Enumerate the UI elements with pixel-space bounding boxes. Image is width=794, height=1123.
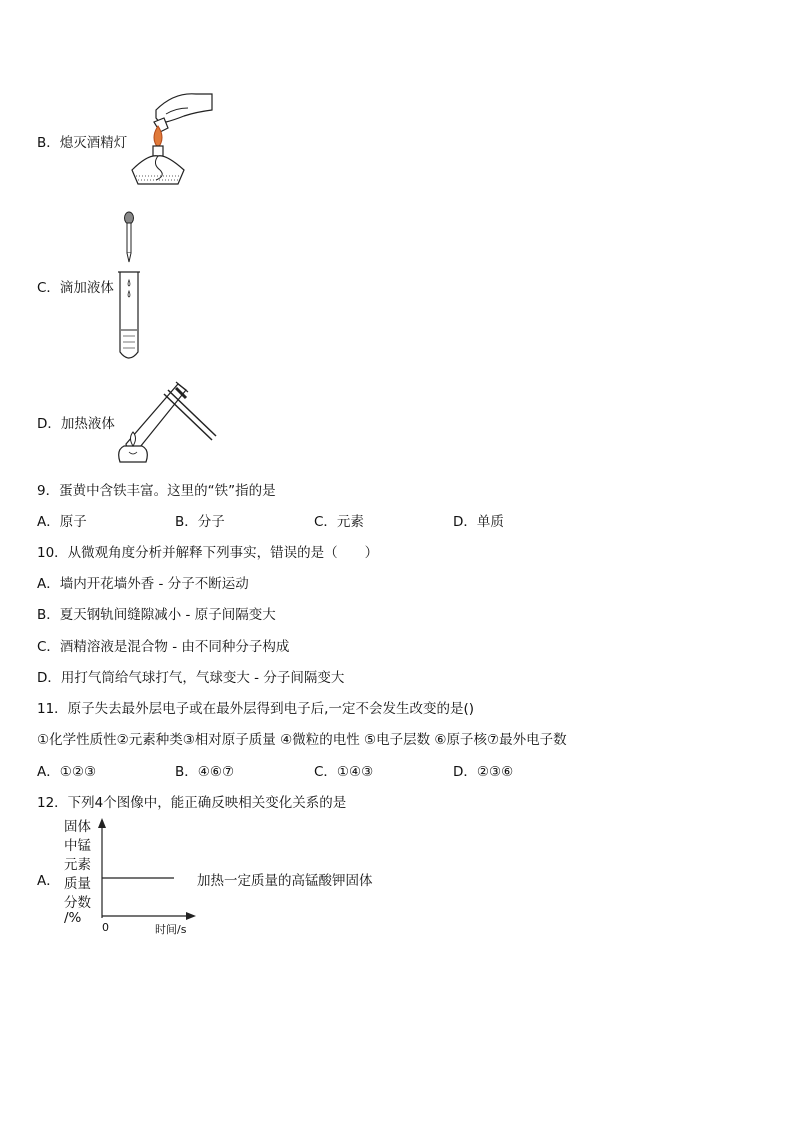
chart-origin-label: 0 (102, 921, 109, 934)
chart-y-arrow (98, 818, 106, 828)
q12-stem: 12．下列4个图像中，能正确反映相关变化关系的是 (37, 795, 347, 811)
q12-chart (98, 818, 198, 918)
q9-option-c: C．元素 (314, 514, 364, 530)
chart-ylabel-line-3: 元素 (64, 857, 91, 873)
alcohol-lamp-cap-illustration (126, 88, 226, 188)
q9-stem: 9．蛋黄中含铁丰富。这里的“铁”指的是 (37, 483, 276, 499)
q10-option-a: A．墙内开花墙外香 - 分子不断运动 (37, 576, 249, 592)
q11-option-d: D．②③⑥ (453, 764, 514, 780)
q10-option-d: D．用打气筒给气球打气，气球变大 - 分子间隔变大 (37, 670, 345, 686)
q12-option-a-letter: A． (37, 873, 60, 889)
q11-option-b: B．④⑥⑦ (175, 764, 235, 780)
chart-x-arrow (186, 912, 196, 920)
q11-stem: 11．原子失去最外层电子或在最外层得到电子后,一定不会发生改变的是() (37, 701, 475, 717)
q12-option-a-description: 加热一定质量的高锰酸钾固体 (197, 873, 373, 889)
q11-items: ①化学性质性②元素种类③相对原子质量 ④微粒的电性 ⑤电子层数 ⑥原子核⑦最外电子数 (37, 732, 567, 748)
q8-option-b-label: B．熄灭酒精灯 (37, 135, 128, 151)
chart-ylabel-line-6: /% (64, 910, 82, 926)
q11-option-a: A．①②③ (37, 764, 97, 780)
q8-option-d-label: D．加热液体 (37, 416, 115, 432)
q9-option-b: B．分子 (175, 514, 225, 530)
q8-option-c-label: C．滴加液体 (37, 280, 114, 296)
dropper-test-tube-illustration (114, 210, 144, 360)
q10-option-c: C．酒精溶液是混合物 - 由不同种分子构成 (37, 639, 290, 655)
q9-option-d: D．单质 (453, 514, 504, 530)
chart-ylabel-line-4: 质量 (64, 876, 91, 892)
heating-test-tube-illustration (116, 374, 216, 464)
chart-xlabel: 时间/s (155, 923, 187, 936)
q9-option-a: A．原子 (37, 514, 87, 530)
chart-ylabel-line-5: 分数 (64, 895, 91, 911)
q10-option-b: B．夏天钢轨间缝隙减小 - 原子间隔变大 (37, 607, 276, 623)
q10-stem: 10．从微观角度分析并解释下列事实，错误的是（ ） (37, 545, 379, 561)
chart-ylabel-line-2: 中锰 (64, 838, 91, 854)
q11-option-c: C．①④③ (314, 764, 374, 780)
chart-ylabel-line-1: 固体 (64, 819, 91, 835)
